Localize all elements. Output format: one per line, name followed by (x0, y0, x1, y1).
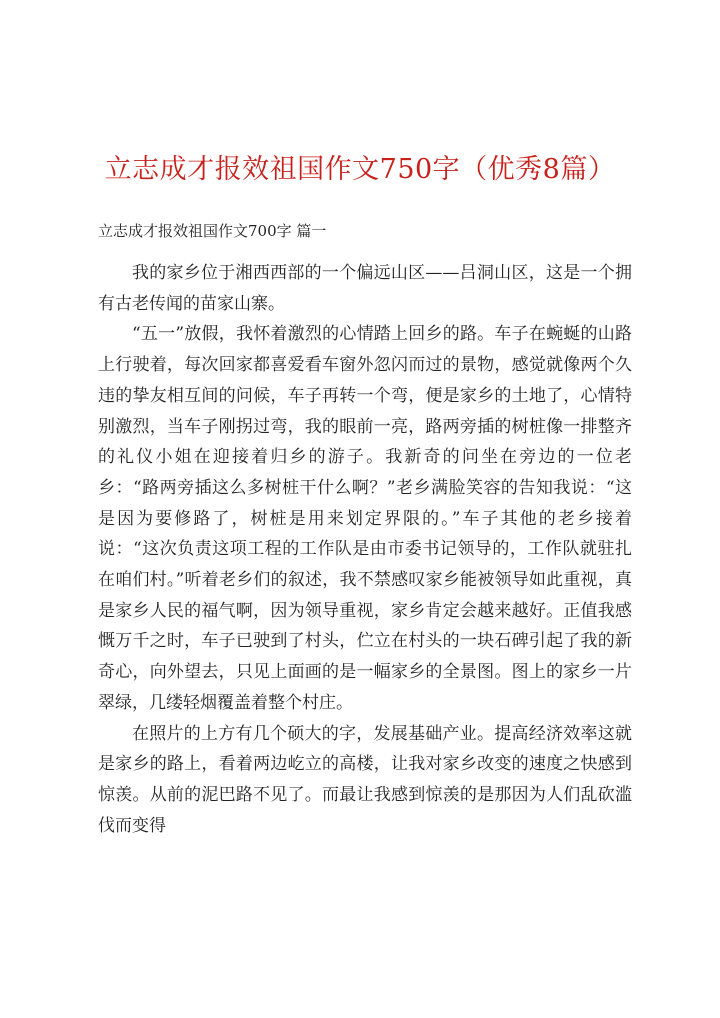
document-title: 立志成才报效祖国作文750字（优秀8篇） (104, 154, 616, 185)
paragraph: 在照片的上方有几个硕大的字，发展基础产业。提高经济效率这就是家乡的路上，看着两边屹立的高楼，让我对家乡改变的速度之快感到惊羡。从前的泥巴路不见了。而最让我感到惊羡的是那因为人们乱砍滥伐而变得 (98, 723, 632, 836)
paragraph: 我的家乡位于湘西西部的一个偏远山区——吕洞山区，这是一个拥有古老传闻的苗家山寨。 (98, 263, 632, 314)
paragraph: “五一”放假，我怀着激烈的心情踏上回乡的路。车子在蜿蜒的山路上行驶着，每次回家都喜爱看车窗外忽闪而过的景物，感觉就像两个久违的挚友相互间的问候，车子再转一个弯，便是家乡的土地了，心情特别激烈，当车子刚拐过弯，我的眼前一亮，路两旁插的树桩像一排整齐的礼仪小姐在迎接着归乡的游子。我新奇的问坐在旁边的一位老乡：“路两旁插这么多树桩干什么啊？”老乡满脸笑容的告知我说：“这是因为要修路了，树桩是用来划定界限的。”车子其他的老乡接着说：“这次负责这项工程的工作队是由市委书记领导的，工作队就驻扎在咱们村。”听着老乡们的叙述，我不禁感叹家乡能被领导如此重视，真是家乡人民的福气啊，因为领导重视，家乡肯定会越来越好。正值我感慨万千之时，车子已驶到了村头，伫立在村头的一块石碑引起了我的新奇心，向外望去，只见上面画的是一幅家乡的全景图。图上的家乡一片翠绿，几缕轻烟覆盖着整个村庄。 (98, 324, 632, 713)
section-heading: 立志成才报效祖国作文700字 篇一 (98, 222, 327, 240)
article-body (98, 258, 632, 841)
